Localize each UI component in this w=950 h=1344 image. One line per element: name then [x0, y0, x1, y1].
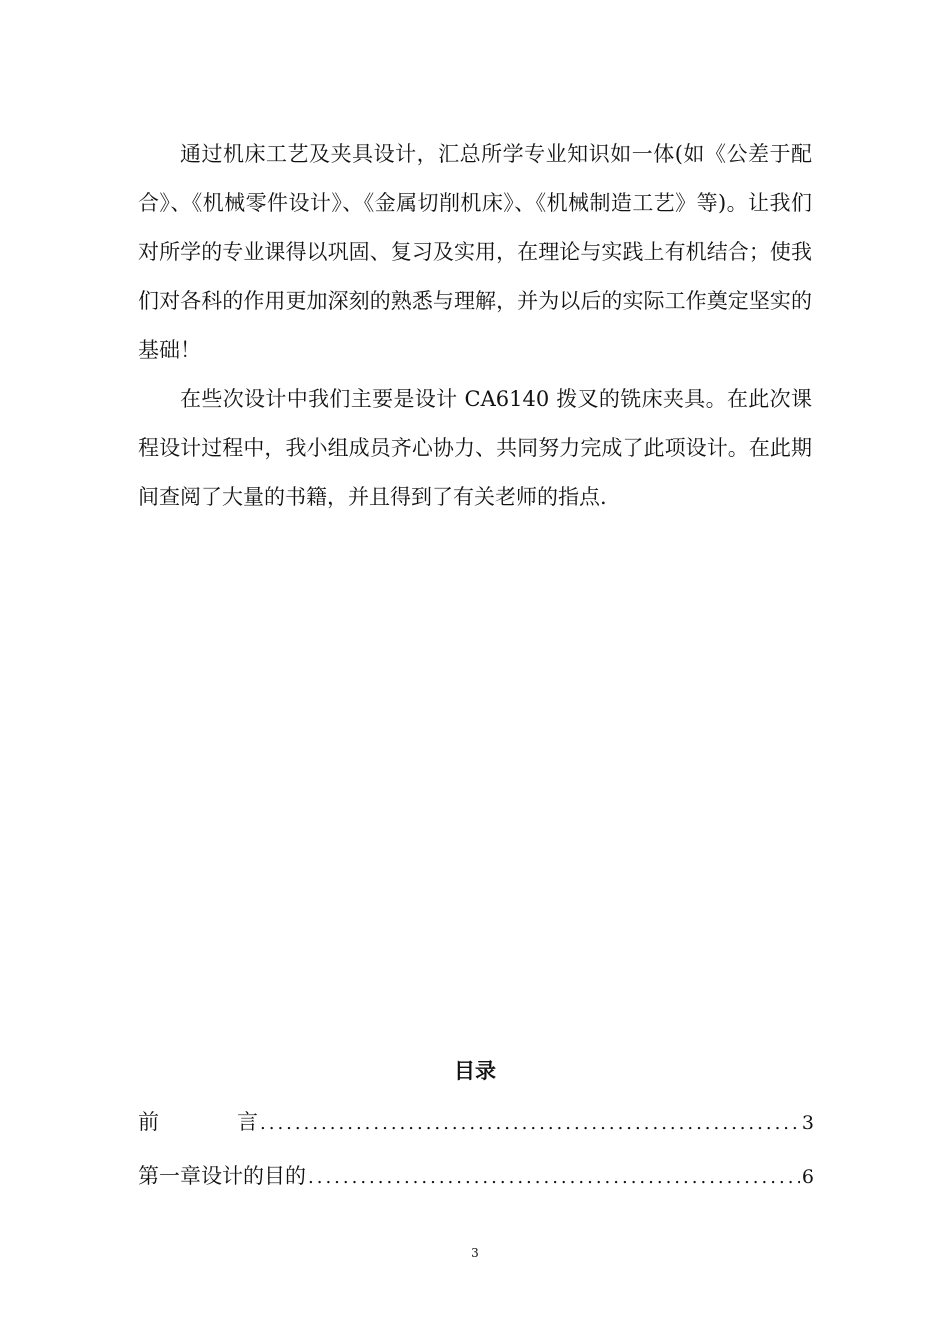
page-number: 3 — [471, 1246, 479, 1260]
table-of-contents — [138, 1104, 814, 1212]
paragraph-intro: 通过机床工艺及夹具设计，汇总所学专业知识如一体(如《公差于配合》、《机械零件设计》、《金属切削机床》、《机械制造工艺》等)。让我们对所学的专业课得以巩固、复习及实用，在理论与实践上有机结合；使我们对各科的作用更加深刻的熟悉与理解，并为以后的实际工作奠定坚实的基础！ — [138, 142, 812, 362]
toc-entry-label — [138, 1104, 258, 1140]
paragraph-design-summary: 在些次设计中我们主要是设计 CA6140 拨叉的铣床夹具。在此次课程设计过程中，我小组成员齐心协力、共同努力完成了此项设计。在此期间查阅了大量的书籍，并且得到了有关老师的指点. — [138, 387, 812, 509]
toc-entry-page: 6 — [801, 1166, 814, 1188]
toc-entry-chapter-1[interactable] — [138, 1158, 814, 1212]
toc-label-end: 言 — [237, 1110, 258, 1134]
toc-leader-dots — [260, 1106, 800, 1142]
body-text — [138, 130, 812, 522]
toc-entry-preface[interactable] — [138, 1104, 814, 1158]
toc-entry-page: 3 — [801, 1112, 814, 1134]
toc-entry-label: 第一章设计的目的 — [138, 1164, 306, 1188]
toc-title: 目录 — [454, 1059, 496, 1083]
toc-leader-dots — [308, 1160, 800, 1196]
toc-label-start: 前 — [138, 1110, 159, 1134]
